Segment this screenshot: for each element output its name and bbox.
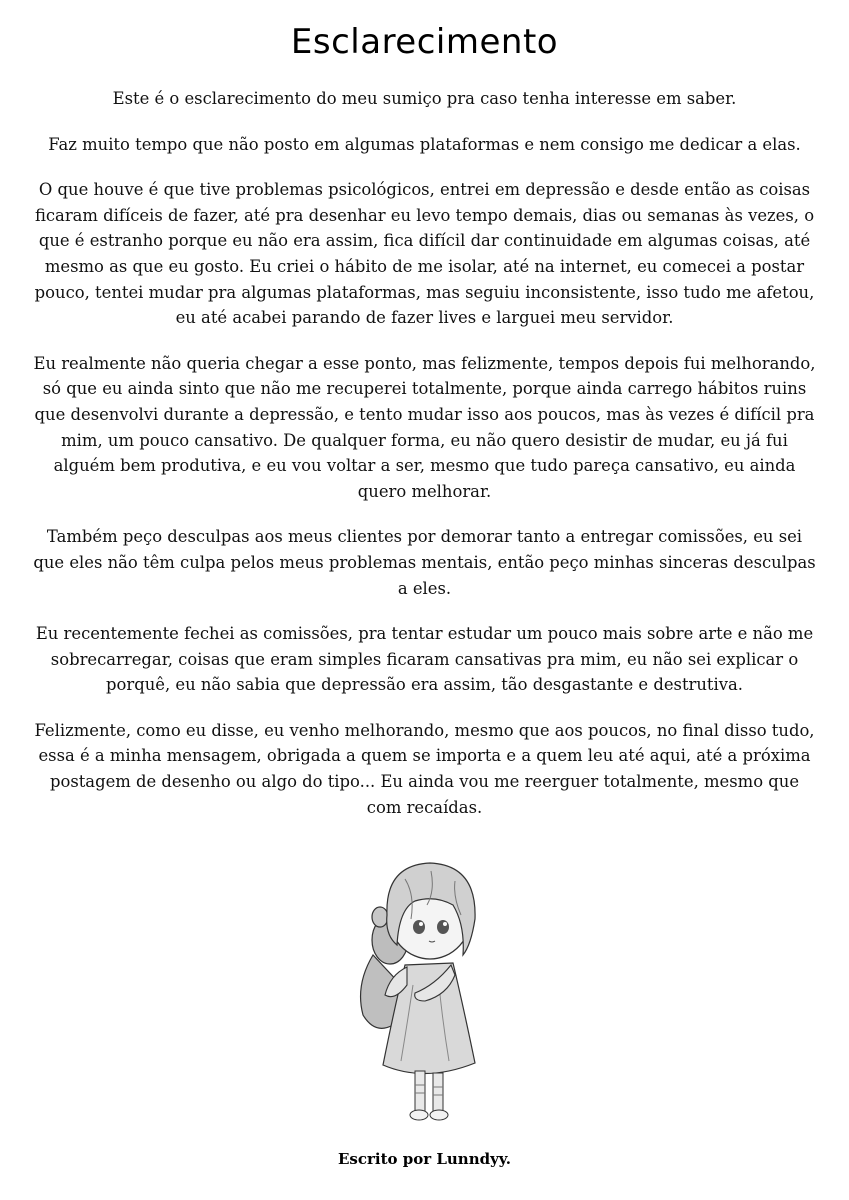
paragraph-apology: Também peço desculpas aos meus clientes por demorar tanto a entregar comissões, eu sei que eles não têm culpa pelos meus problemas mentais, então peço minhas sinceras desculpas a eles. xyxy=(33,527,816,598)
paragraph-intro: Este é o esclarecimento do meu sumiço pra caso tenha interesse em saber. xyxy=(112,89,737,108)
document-body xyxy=(32,86,817,840)
chibi-girl-illustration xyxy=(335,835,515,1135)
paragraph-closing: Felizmente, como eu disse, eu venho melhorando, mesmo que aos poucos, no final disso tudo, essa é a minha mensagem, obrigada a quem se importa e a quem leu até aqui, até a próxima postagem de desenho ou algo do tipo... Eu ainda vou me reerguer totalmente, mesmo que com recaídas. xyxy=(34,720,815,817)
page-title: Esclarecimento xyxy=(290,22,559,62)
author-signature: Escrito por Lunndyy. xyxy=(337,1150,512,1168)
paragraph-commissions: Eu recentemente fechei as comissões, pra tentar estudar um pouco mais sobre arte e não me sobrecarregar, coisas que eram simples ficaram cansativas pra mim, eu não sei explicar o porquê, eu não sabia que depressão era assim, tão desgastante e destrutiva. xyxy=(35,624,814,695)
paragraph-improving: Eu realmente não queria chegar a esse ponto, mas felizmente, tempos depois fui melhorando, só que eu ainda sinto que não me recuperei totalmente, porque ainda carrego hábitos ruins que desenvolvi durante a depressão, e tento mudar isso aos poucos, mas às vezes é difícil pra mim, um pouco cansativo. De qualquer forma, eu não quero desistir de mudar, eu já fui alguém bem produtiva, e eu vou voltar a ser, mesmo que tudo pareça cansativo, eu ainda quero melhorar. xyxy=(33,353,816,501)
paragraph-problems: O que houve é que tive problemas psicológicos, entrei em depressão e desde então as coisas ficaram difíceis de fazer, até pra desenhar eu levo tempo demais, dias ou semanas às vezes, o que é estranho porque eu não era assim, fica difícil dar continuidade em algumas coisas, até mesmo as que eu gosto. Eu criei o hábito de me isolar, até na internet, eu comecei a postar pouco, tentei mudar pra algumas plataformas, mas seguiu inconsistente, isso tudo me afetou, eu até acabei parando de fazer lives e larguei meu servidor. xyxy=(34,180,815,328)
paragraph-platforms: Faz muito tempo que não posto em algumas plataformas e nem consigo me dedicar a elas. xyxy=(48,134,801,154)
